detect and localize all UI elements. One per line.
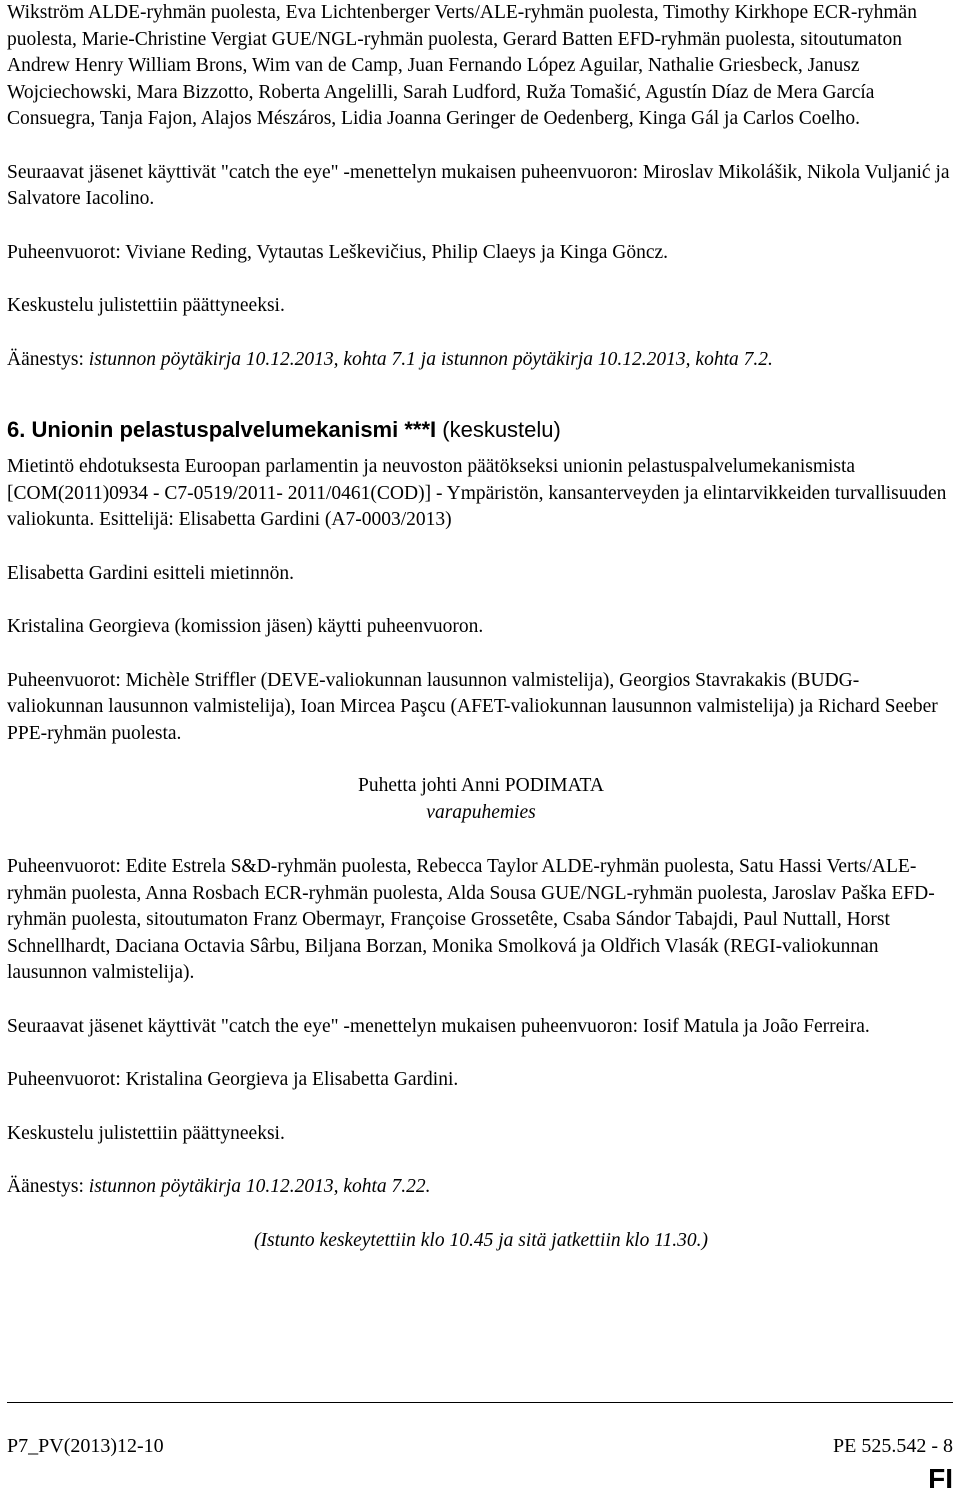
report-description: Mietintö ehdotuksesta Euroopan parlamentin ja neuvoston päätökseksi unionin pelastuspalvelumekanismista [COM(2011)0934 - C7-0519/2011- 2011/0461(COD)] - Ympäristön, kansanterveyden ja elintarvikkeiden turvallisuuden valiokunta. Esittelijä: Elisabetta Gardini (A7-0003/2013) (7, 456, 947, 530)
suspension-note: (Istunto keskeytettiin klo 10.45 ja sitä jatkettiin klo 11.30.) (254, 1229, 708, 1251)
document-page (7, 0, 955, 1254)
section-title-suffix: (keskustelu) (436, 417, 561, 442)
footer-doc-ref: P7_PV(2013)12-10 (7, 1435, 164, 1457)
vote-paragraph-2 (7, 1174, 955, 1201)
commission-paragraph: Kristalina Georgieva (komission jäsen) käytti puheenvuoron. (7, 616, 484, 637)
vote-reference: istunnon pöytäkirja 10.12.2013, kohta 7.1 ja istunnon pöytäkirja 10.12.2013, kohta 7.2. (88, 348, 773, 370)
catch-the-eye-paragraph-2: Seuraavat jäsenet käyttivät "catch the eye" -menettelyn mukaisen puheenvuoron: Iosif Matula ja João Ferreira. (7, 1015, 870, 1037)
vote-reference-2: istunnon pöytäkirja 10.12.2013, kohta 7.22. (88, 1176, 431, 1197)
chair-line: Puhetta johti Anni PODIMATA (358, 775, 604, 796)
section-title-main: 6. Unionin pelastuspalvelumekanismi ***I (7, 417, 437, 442)
presented-paragraph: Elisabetta Gardini esitteli mietinnön. (7, 562, 295, 584)
vote-label-2: Äänestys: (7, 1176, 89, 1197)
catch-the-eye-paragraph: Seuraavat jäsenet käyttivät "catch the eye" -menettelyn mukaisen puheenvuoron: Miroslav Mikolášik, Nikola Vuljanić ja Salvatore Iacolino. (7, 161, 950, 209)
speakers-paragraph-2: Puheenvuorot: Michèle Striffler (DEVE-valiokunnan lausunnon valmistelija), Georgios Stavrakakis (BUDG-valiokunnan lausunnon valmistelija), Ioan Mircea Paşcu (AFET-valiokunnan lausunnon valmistelija) ja Richard Seeber PPE-ryhmän puolesta. (7, 669, 938, 744)
speakers-list-paragraph: Wikström ALDE-ryhmän puolesta, Eva Lichtenberger Verts/ALE-ryhmän puolesta, Timothy Kirkhope ECR-ryhmän puolesta, Marie-Christine Vergiat GUE/NGL-ryhmän puolesta, Gerard Batten EFD-ryhmän puolesta, sitoutumaton Andrew Henry William Brons, Wim van de Camp, Juan Fernando López Aguilar, Nathalie Griesbeck, Janusz Wojciechowski, Mara Bizzotto, Roberta Angelilli, Sarah Ludford, Ruža Tomašić, Agustín Díaz de Mera García Consuegra, Tanja Fajon, Alajos Mészáros, Lidia Joanna Geringer de Oedenberg, Kinga Gál ja Carlos Coelho. (7, 2, 917, 129)
speakers-paragraph: Puheenvuorot: Viviane Reding, Vytautas Leškevičius, Philip Claeys ja Kinga Göncz. (7, 241, 669, 263)
section-title (7, 416, 955, 444)
footer-page-ref: PE 525.542 - 8 (833, 1435, 953, 1457)
speakers-paragraph-4: Puheenvuorot: Kristalina Georgieva ja Elisabetta Gardini. (7, 1069, 459, 1090)
debate-closed-paragraph-2: Keskustelu julistettiin päättyneeksi. (7, 1122, 285, 1144)
vote-label: Äänestys: (7, 348, 89, 370)
footer-language-code: FI (928, 1463, 953, 1494)
page-footer (7, 1402, 953, 1496)
debate-closed-paragraph: Keskustelu julistettiin päättyneeksi. (7, 295, 285, 316)
vote-paragraph (7, 347, 955, 374)
chair-role: varapuhemies (426, 801, 536, 823)
speakers-paragraph-3: Puheenvuorot: Edite Estrela S&D-ryhmän puolesta, Rebecca Taylor ALDE-ryhmän puolesta, Satu Hassi Verts/ALE-ryhmän puolesta, Anna Rosbach ECR-ryhmän puolesta, Alda Sousa GUE/NGL-ryhmän puolesta, Jaroslav Paška EFD-ryhmän puolesta, sitoutumaton Franz Obermayr, Françoise Grossetête, Csaba Sándor Tabajdi, Paul Nuttall, Horst Schnellhardt, Daciana Octavia Sârbu, Biljana Borzan, Monika Smolková ja Oldřich Vlasák (REGI-valiokunnan lausunnon valmistelija). (7, 856, 935, 983)
